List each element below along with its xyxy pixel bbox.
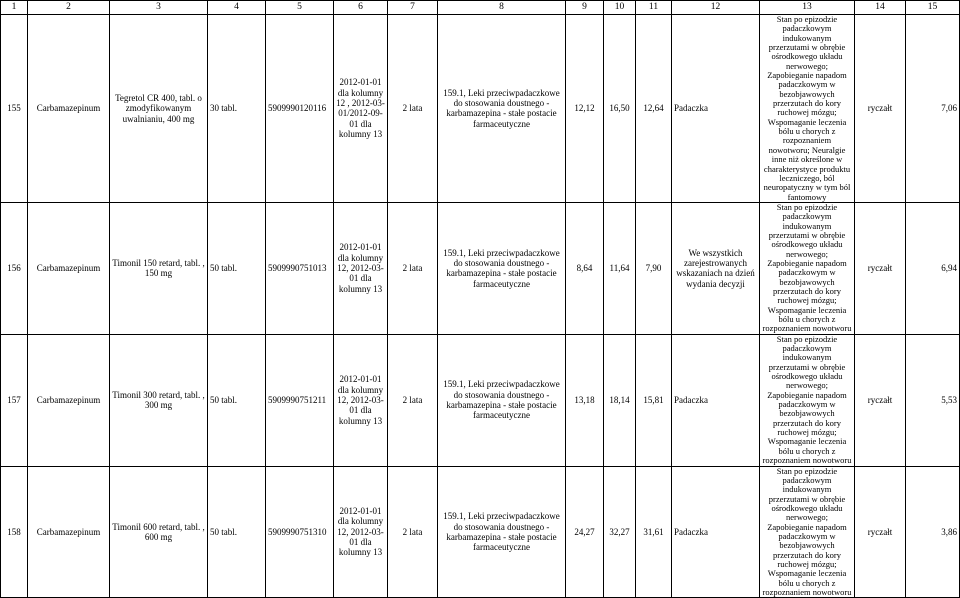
cell-lp: 155 — [1, 15, 28, 203]
col-header-9: 9 — [566, 1, 604, 15]
cell-lp: 157 — [1, 334, 28, 466]
cell-limit-group: 159.1, Leki przeciwpadaczkowe do stosowania doustnego - karbamazepina - stałe postacie farmaceutyczne — [438, 334, 566, 466]
cell-drug-name: Timonil 300 retard, tabl. , 300 mg — [110, 334, 208, 466]
col-header-8: 8 — [438, 1, 566, 15]
col-header-7: 7 — [388, 1, 438, 15]
col-header-10: 10 — [604, 1, 636, 15]
cell-substance: Carbamazepinum — [28, 334, 110, 466]
cell-official-price: 12,12 — [566, 15, 604, 203]
table-row — [1, 15, 960, 203]
col-header-12: 12 — [672, 1, 760, 15]
cell-copay: 6,94 — [906, 202, 960, 334]
cell-payment-level: ryczałt — [855, 466, 906, 598]
cell-substance: Carbamazepinum — [28, 466, 110, 598]
header-row — [1, 1, 960, 15]
cell-payment-level: ryczałt — [855, 334, 906, 466]
cell-package: 50 tabl. — [208, 202, 266, 334]
col-header-4: 4 — [208, 1, 266, 15]
cell-period: 2 lata — [388, 15, 438, 203]
cell-package: 50 tabl. — [208, 334, 266, 466]
cell-limit-value: 7,90 — [636, 202, 672, 334]
cell-period: 2 lata — [388, 466, 438, 598]
cell-substance: Carbamazepinum — [28, 202, 110, 334]
cell-copay: 5,53 — [906, 334, 960, 466]
cell-limit-group: 159.1, Leki przeciwpadaczkowe do stosowania doustnego - karbamazepina - stałe postacie farmaceutyczne — [438, 202, 566, 334]
col-header-2: 2 — [28, 1, 110, 15]
cell-retail-price: 32,27 — [604, 466, 636, 598]
table-row — [1, 334, 960, 466]
col-header-1: 1 — [1, 1, 28, 15]
cell-ean: 5909990751310 — [266, 466, 334, 598]
cell-lp: 158 — [1, 466, 28, 598]
cell-period: 2 lata — [388, 202, 438, 334]
cell-indication: Padaczka — [672, 15, 760, 203]
col-header-5: 5 — [266, 1, 334, 15]
cell-official-price: 8,64 — [566, 202, 604, 334]
cell-validity: 2012-01-01 dla kolumny 12, 2012-03-01 dla kolumny 13 — [334, 466, 388, 598]
cell-ean: 5909990751211 — [266, 334, 334, 466]
cell-limit-value: 12,64 — [636, 15, 672, 203]
col-header-11: 11 — [636, 1, 672, 15]
cell-validity: 2012-01-01 dla kolumny 12, 2012-03-01 dla kolumny 13 — [334, 202, 388, 334]
col-header-13: 13 — [760, 1, 855, 15]
cell-drug-name: Timonil 150 retard, tabl. , 150 mg — [110, 202, 208, 334]
cell-payment-level: ryczałt — [855, 15, 906, 203]
cell-drug-name: Tegretol CR 400, tabl. o zmodyfikowanym uwalnianiu, 400 mg — [110, 15, 208, 203]
cell-validity: 2012-01-01 dla kolumny 12 , 2012-03-01/2012-09-01 dla kolumny 13 — [334, 15, 388, 203]
cell-indication: We wszystkich zarejestrowanych wskazaniach na dzień wydania decyzji — [672, 202, 760, 334]
table-row — [1, 202, 960, 334]
col-header-3: 3 — [110, 1, 208, 15]
cell-limit-value: 15,81 — [636, 334, 672, 466]
col-header-15: 15 — [906, 1, 960, 15]
cell-payment-level: ryczałt — [855, 202, 906, 334]
cell-package: 50 tabl. — [208, 466, 266, 598]
cell-substance: Carbamazepinum — [28, 15, 110, 203]
cell-period: 2 lata — [388, 334, 438, 466]
cell-copay: 7,06 — [906, 15, 960, 203]
cell-indication: Padaczka — [672, 466, 760, 598]
cell-official-price: 24,27 — [566, 466, 604, 598]
table-row — [1, 466, 960, 598]
cell-offlabel-indication: Stan po epizodzie padaczkowym indukowanym przerzutami w obrębie ośrodkowego układu nerwowego; Zapobieganie napadom padaczkowym w bezobjawowych przerzutach do kory ruchowej mózgu; Wspomaganie leczenia bólu u chorych z rozpoznaniem nowotworu — [760, 466, 855, 598]
col-header-14: 14 — [855, 1, 906, 15]
cell-retail-price: 16,50 — [604, 15, 636, 203]
cell-offlabel-indication: Stan po epizodzie padaczkowym indukowanym przerzutami w obrębie ośrodkowego układu nerwowego; Zapobieganie napadom padaczkowym w bezobjawowych przerzutach do kory ruchowej mózgu; Wspomaganie leczenia bólu u chorych z rozpoznaniem nowotworu — [760, 202, 855, 334]
cell-indication: Padaczka — [672, 334, 760, 466]
cell-retail-price: 11,64 — [604, 202, 636, 334]
cell-ean: 5909990751013 — [266, 202, 334, 334]
col-header-6: 6 — [334, 1, 388, 15]
cell-official-price: 13,18 — [566, 334, 604, 466]
cell-limit-value: 31,61 — [636, 466, 672, 598]
cell-ean: 5909990120116 — [266, 15, 334, 203]
cell-offlabel-indication: Stan po epizodzie padaczkowym indukowanym przerzutami w obrębie ośrodkowego układu nerwowego; Zapobieganie napadom padaczkowym w bezobjawowych przerzutach do kory ruchowej mózgu; Wspomaganie leczenia bólu u chorych z rozpoznaniem nowotworu; Neuralgie inne niż określone w charakterystyce produktu leczniczego, ból neuropatyczny w tym ból fantomowy — [760, 15, 855, 203]
cell-drug-name: Timonil 600 retard, tabl. , 600 mg — [110, 466, 208, 598]
cell-retail-price: 18,14 — [604, 334, 636, 466]
cell-package: 30 tabl. — [208, 15, 266, 203]
cell-offlabel-indication: Stan po epizodzie padaczkowym indukowanym przerzutami w obrębie ośrodkowego układu nerwowego; Zapobieganie napadom padaczkowym w bezobjawowych przerzutach do kory ruchowej mózgu; Wspomaganie leczenia bólu u chorych z rozpoznaniem nowotworu — [760, 334, 855, 466]
cell-copay: 3,86 — [906, 466, 960, 598]
cell-lp: 156 — [1, 202, 28, 334]
cell-limit-group: 159.1, Leki przeciwpadaczkowe do stosowania doustnego - karbamazepina - stałe postacie farmaceutyczne — [438, 466, 566, 598]
cell-limit-group: 159.1, Leki przeciwpadaczkowe do stosowania doustnego - karbamazepina - stałe postacie farmaceutyczne — [438, 15, 566, 203]
cell-validity: 2012-01-01 dla kolumny 12, 2012-03-01 dla kolumny 13 — [334, 334, 388, 466]
